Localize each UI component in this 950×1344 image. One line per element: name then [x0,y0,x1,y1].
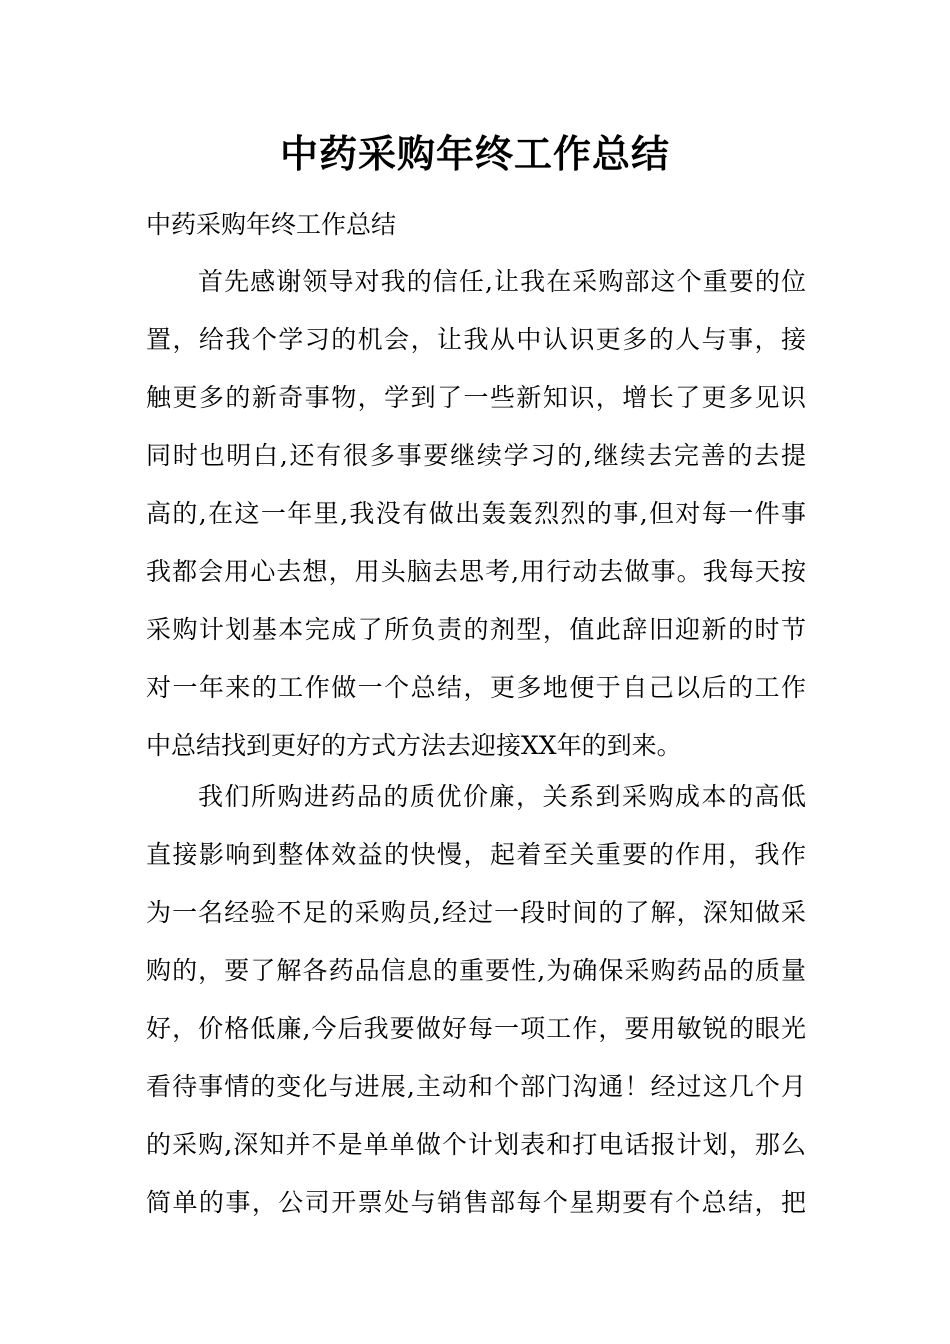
paragraph-line: 简单的事，公司开票处与销售部每个星期要有个总结，把 [146,1188,806,1217]
document-subtitle: 中药采购年终工作总结 [146,210,397,239]
paragraph-1 [146,253,806,775]
paragraph-line: 的采购,深知并不是单单做个计划表和打电话报计划，那么 [146,1130,806,1159]
paragraph-line: 首先感谢领导对我的信任,让我在采购部这个重要的位 [198,267,806,296]
paragraph-line: 触更多的新奇事物，学到了一些新知识，增长了更多见识 [146,383,806,412]
paragraph-line: 置，给我个学习的机会，让我从中认识更多的人与事，接 [146,325,806,354]
paragraph-line: 中总结找到更好的方式方法去迎接XX年的到来。 [146,731,682,760]
paragraph-line: 购的，要了解各药品信息的重要性,为确保采购药品的质量 [146,956,806,985]
paragraph-line: 高的,在这一年里,我没有做出轰轰烈烈的事,但对每一件事 [146,499,806,528]
paragraph-line: 我都会用心去想，用头脑去思考,用行动去做事。我每天按 [146,557,806,586]
paragraph-line: 直接影响到整体效益的快慢，起着至关重要的作用，我作 [146,840,806,869]
paragraph-line: 我们所购进药品的质优价廉，关系到采购成本的高低 [198,782,806,811]
paragraph-line: 采购计划基本完成了所负责的剂型，值此辞旧迎新的时节 [146,615,806,644]
paragraph-2 [146,768,806,1232]
paragraph-line: 为一名经验不足的采购员,经过一段时间的了解，深知做采 [146,898,806,927]
paragraph-line: 看待事情的变化与进展,主动和个部门沟通！经过这几个月 [146,1072,806,1101]
paragraph-line: 同时也明白,还有很多事要继续学习的,继续去完善的去提 [146,441,806,470]
document-title: 中药采购年终工作总结 [279,131,670,176]
paragraph-line: 对一年来的工作做一个总结，更多地便于自己以后的工作 [146,673,806,702]
paragraph-line: 好，价格低廉,今后我要做好每一项工作，要用敏锐的眼光 [146,1014,806,1043]
